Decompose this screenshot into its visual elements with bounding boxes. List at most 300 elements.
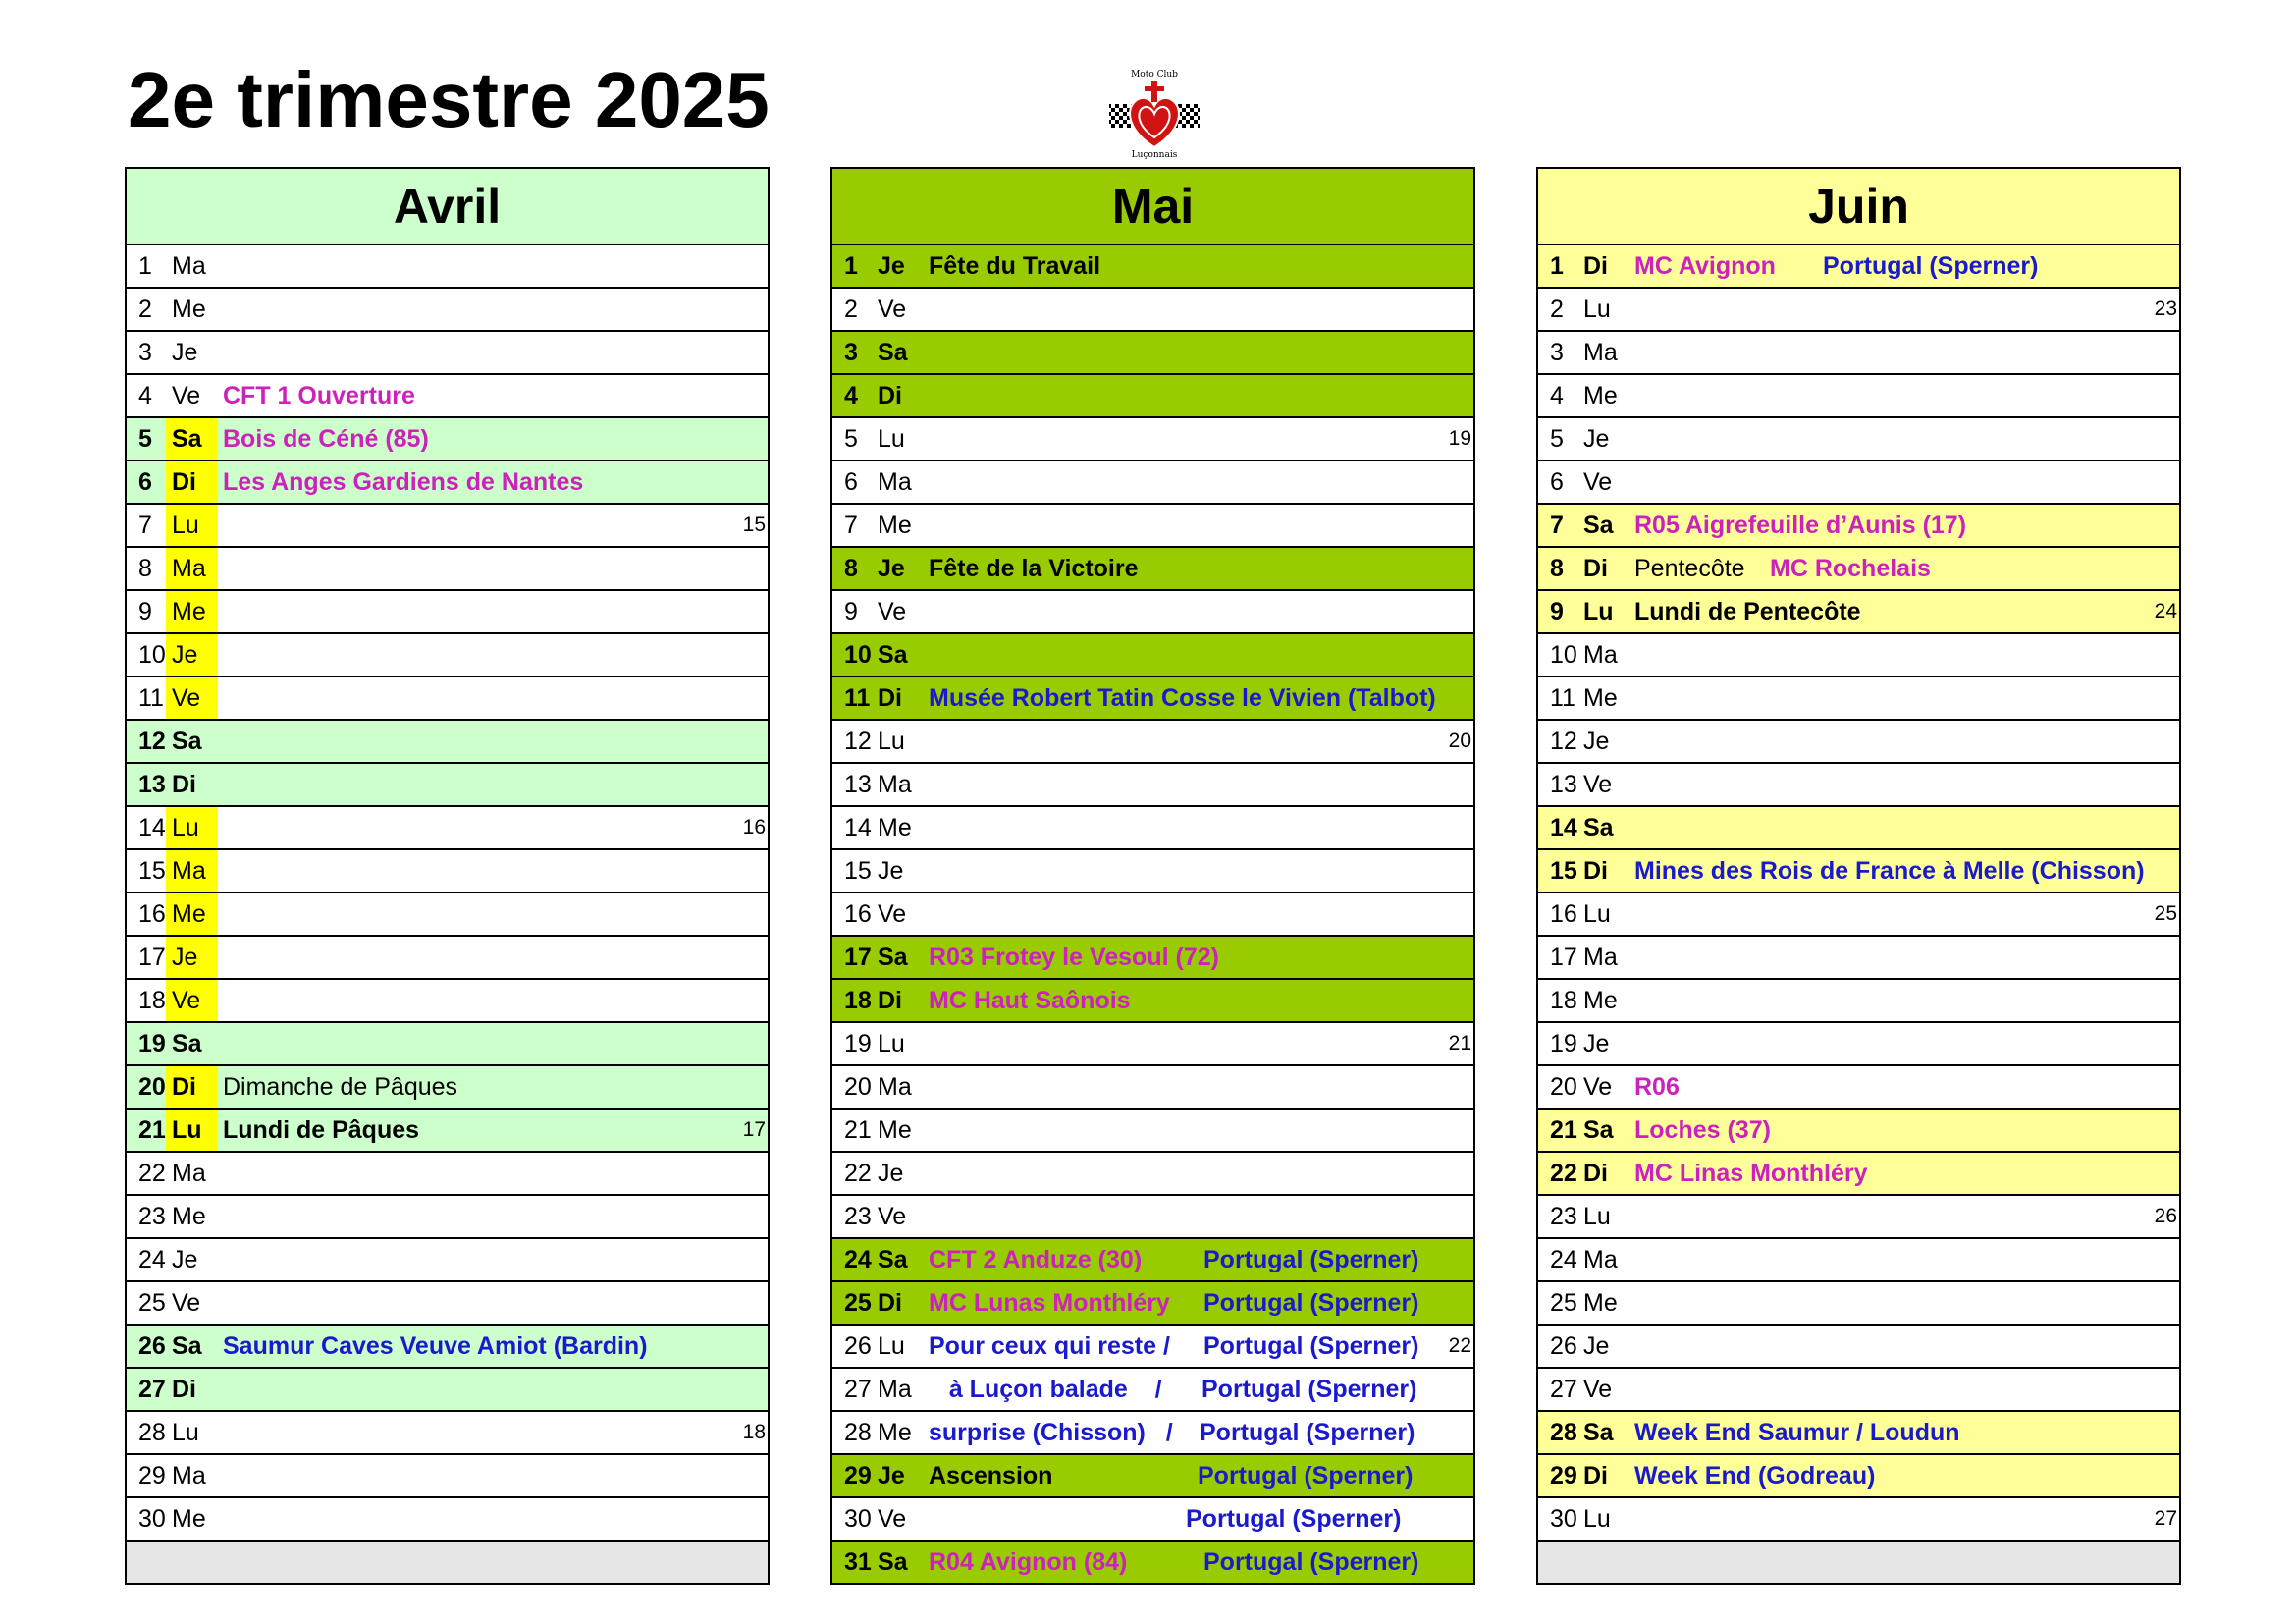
day-number: 26 <box>844 1332 872 1360</box>
day-number: 9 <box>138 598 152 625</box>
day-number: 11 <box>1550 684 1575 712</box>
day-row <box>832 721 1473 764</box>
day-of-week: Ma <box>166 548 218 589</box>
day-number: 14 <box>844 814 872 841</box>
week-number: 26 <box>2154 1205 2177 1227</box>
event-label: Pentecôte <box>1634 555 1745 582</box>
day-number: 14 <box>138 814 166 841</box>
day-number: 30 <box>138 1505 166 1533</box>
day-row <box>1538 677 2179 721</box>
day-of-week: Sa <box>878 944 908 971</box>
day-number: 17 <box>138 944 166 971</box>
day-row <box>1538 937 2179 980</box>
day-number: 16 <box>1550 900 1577 928</box>
day-row <box>127 1239 768 1282</box>
day-row <box>1538 893 2179 937</box>
day-number: 13 <box>138 771 166 798</box>
day-row <box>1538 1326 2179 1369</box>
day-row <box>832 1282 1473 1326</box>
day-row <box>1538 721 2179 764</box>
day-row <box>832 1412 1473 1455</box>
event-label: Fête de la Victoire <box>929 555 1139 582</box>
day-number: 12 <box>844 728 872 755</box>
day-row <box>1538 1455 2179 1498</box>
day-number: 23 <box>844 1203 872 1230</box>
day-of-week: Me <box>1583 987 1618 1014</box>
day-number: 10 <box>844 641 872 669</box>
day-number: 25 <box>1550 1289 1577 1317</box>
month-mai <box>830 167 1475 1585</box>
day-of-week: Me <box>878 1419 912 1446</box>
day-number: 9 <box>844 598 858 625</box>
day-row <box>127 634 768 677</box>
event-label: Week End (Godreau) <box>1634 1462 1876 1489</box>
month-juin <box>1536 167 2181 1585</box>
day-of-week: Me <box>172 1505 206 1533</box>
day-row <box>127 850 768 893</box>
day-number: 20 <box>138 1073 166 1101</box>
day-of-week: Ve <box>172 382 201 409</box>
day-row <box>127 289 768 332</box>
day-number: 8 <box>1550 555 1564 582</box>
day-number: 29 <box>1550 1462 1577 1489</box>
event-label: Lundi de Pâques <box>223 1116 420 1144</box>
day-of-week: Me <box>1583 382 1618 409</box>
day-of-week: Di <box>166 1066 218 1108</box>
day-of-week: Lu <box>166 505 218 546</box>
day-row <box>832 1110 1473 1153</box>
day-of-week: Ma <box>1583 641 1618 669</box>
day-of-week: Ma <box>878 468 912 496</box>
day-of-week: Me <box>1583 684 1618 712</box>
day-of-week: Je <box>166 634 218 676</box>
day-row <box>832 548 1473 591</box>
day-of-week: Je <box>172 339 198 366</box>
month-header-avril: Avril <box>127 169 768 245</box>
day-of-week: Sa <box>878 1548 908 1576</box>
day-of-week: Lu <box>1583 1505 1611 1533</box>
day-of-week: Ma <box>1583 944 1618 971</box>
event-label: Pour ceux qui reste / <box>929 1332 1170 1360</box>
day-of-week: Ma <box>1583 339 1618 366</box>
day-row <box>1538 764 2179 807</box>
event-label: CFT 1 Ouverture <box>223 382 415 409</box>
day-of-week: Ve <box>166 980 218 1021</box>
day-number: 4 <box>138 382 152 409</box>
day-number: 17 <box>1550 944 1577 971</box>
day-number: 25 <box>844 1289 872 1317</box>
week-number: 23 <box>2154 298 2177 320</box>
day-row <box>1538 1498 2179 1542</box>
day-number: 22 <box>844 1160 872 1187</box>
event-label: CFT 2 Anduze (30) <box>929 1246 1143 1273</box>
day-row <box>127 375 768 418</box>
day-number: 4 <box>844 382 858 409</box>
week-number: 27 <box>2154 1507 2177 1530</box>
day-row <box>832 850 1473 893</box>
day-number: 28 <box>1550 1419 1577 1446</box>
day-of-week: Lu <box>166 1110 218 1151</box>
day-row <box>832 375 1473 418</box>
day-row <box>127 764 768 807</box>
day-of-week: Sa <box>172 1332 202 1360</box>
day-of-week: Je <box>878 1160 904 1187</box>
day-row <box>1538 548 2179 591</box>
day-of-week: Lu <box>172 1419 199 1446</box>
month-avril <box>125 167 770 1585</box>
day-number: 20 <box>1550 1073 1577 1101</box>
day-row <box>1538 634 2179 677</box>
day-of-week: Je <box>878 252 905 280</box>
day-number: 18 <box>844 987 872 1014</box>
moto-club-logo <box>1107 65 1201 159</box>
day-number: 28 <box>844 1419 872 1446</box>
day-row <box>1538 807 2179 850</box>
day-row <box>127 1023 768 1066</box>
day-row <box>1538 980 2179 1023</box>
day-row <box>832 1455 1473 1498</box>
day-number: 24 <box>1550 1246 1577 1273</box>
event-label: MC Avignon <box>1634 252 1776 280</box>
day-row <box>1538 1239 2179 1282</box>
day-number: 7 <box>1550 512 1564 539</box>
week-number: 19 <box>1448 427 1471 450</box>
day-of-week: Di <box>1583 555 1608 582</box>
day-of-week: Sa <box>878 339 908 366</box>
day-row <box>832 1326 1473 1369</box>
day-number: 12 <box>138 728 166 755</box>
day-row <box>127 980 768 1023</box>
day-of-week: Ve <box>878 1203 907 1230</box>
day-row <box>832 1498 1473 1542</box>
day-of-week: Lu <box>1583 296 1611 323</box>
day-number: 21 <box>138 1116 166 1144</box>
day-number: 27 <box>138 1376 166 1403</box>
day-row <box>127 245 768 289</box>
day-row <box>127 332 768 375</box>
secondary-event-label: Portugal (Sperner) <box>1200 1419 1415 1446</box>
day-row <box>127 505 768 548</box>
day-number: 16 <box>138 900 166 928</box>
day-number: 20 <box>844 1073 872 1101</box>
event-label: Dimanche de Pâques <box>223 1073 458 1101</box>
day-of-week: Ma <box>878 1073 912 1101</box>
secondary-event-label: Portugal (Sperner) <box>1203 1332 1419 1360</box>
day-row <box>127 893 768 937</box>
day-number: 28 <box>138 1419 166 1446</box>
day-of-week: Lu <box>878 728 905 755</box>
day-of-week: Di <box>878 1289 902 1317</box>
day-row <box>127 937 768 980</box>
day-number: 26 <box>1550 1332 1577 1360</box>
day-number: 22 <box>1550 1160 1577 1187</box>
day-number: 30 <box>1550 1505 1577 1533</box>
day-number: 23 <box>1550 1203 1577 1230</box>
day-number: 1 <box>1550 252 1564 280</box>
day-row <box>127 1110 768 1153</box>
day-of-week: Ma <box>172 1462 206 1489</box>
day-number: 9 <box>1550 598 1564 625</box>
day-row <box>832 1153 1473 1196</box>
day-of-week: Je <box>878 1462 905 1489</box>
day-number: 15 <box>138 857 166 885</box>
event-label: R06 <box>1634 1073 1680 1101</box>
secondary-event-label: Portugal (Sperner) <box>1201 1376 1417 1403</box>
event-label: MC Linas Monthléry <box>1634 1160 1868 1187</box>
day-number: 15 <box>844 857 872 885</box>
day-of-week: Di <box>878 987 902 1014</box>
day-row <box>832 893 1473 937</box>
week-number: 25 <box>2154 902 2177 925</box>
event-label: surprise (Chisson) / <box>929 1419 1173 1446</box>
day-number: 14 <box>1550 814 1577 841</box>
day-of-week: Lu <box>166 807 218 848</box>
day-number: 10 <box>138 641 166 669</box>
day-row <box>1538 245 2179 289</box>
day-of-week: Di <box>1583 1462 1608 1489</box>
day-of-week: Ve <box>878 1505 907 1533</box>
event-label: MC Lunas Monthléry <box>929 1289 1170 1317</box>
day-row <box>127 1412 768 1455</box>
day-number: 24 <box>138 1246 166 1273</box>
event-label: R05 Aigrefeuille d’Aunis (17) <box>1634 512 1967 539</box>
day-number: 30 <box>844 1505 872 1533</box>
day-of-week: Sa <box>1583 1116 1614 1144</box>
day-number: 11 <box>844 684 871 712</box>
day-row <box>1538 418 2179 461</box>
day-row <box>832 764 1473 807</box>
day-number: 3 <box>138 339 152 366</box>
day-number: 21 <box>844 1116 872 1144</box>
day-row <box>1538 591 2179 634</box>
day-row <box>1538 1023 2179 1066</box>
day-of-week: Je <box>1583 1332 1610 1360</box>
event-label: Bois de Céné (85) <box>223 425 429 453</box>
day-number: 27 <box>1550 1376 1577 1403</box>
day-of-week: Me <box>166 893 218 935</box>
day-number: 6 <box>844 468 858 496</box>
day-of-week: Ma <box>878 1376 912 1403</box>
day-number: 15 <box>1550 857 1577 885</box>
day-row <box>127 1455 768 1498</box>
day-of-week: Me <box>172 296 206 323</box>
day-row <box>1538 375 2179 418</box>
day-row <box>832 807 1473 850</box>
filler-row <box>127 1542 768 1583</box>
day-row <box>127 1282 768 1326</box>
day-number: 2 <box>138 296 152 323</box>
day-row <box>127 461 768 505</box>
day-number: 16 <box>844 900 872 928</box>
day-number: 2 <box>844 296 858 323</box>
secondary-event-label: Portugal (Sperner) <box>1203 1289 1419 1317</box>
event-label: R03 Frotey le Vesoul (72) <box>929 944 1219 971</box>
day-row <box>127 548 768 591</box>
week-number: 15 <box>742 514 766 536</box>
day-of-week: Je <box>172 1246 198 1273</box>
day-row <box>1538 1282 2179 1326</box>
page-title: 2e trimestre 2025 <box>128 56 770 143</box>
day-of-week: Sa <box>1583 1419 1614 1446</box>
week-number: 24 <box>2154 600 2177 623</box>
day-of-week: Ma <box>166 850 218 892</box>
day-of-week: Lu <box>1583 598 1614 625</box>
day-number: 18 <box>1550 987 1577 1014</box>
day-number: 6 <box>1550 468 1564 496</box>
day-row <box>1538 289 2179 332</box>
day-of-week: Ma <box>1583 1246 1618 1273</box>
day-row <box>1538 461 2179 505</box>
day-row <box>832 634 1473 677</box>
day-of-week: Lu <box>878 1332 905 1360</box>
day-row <box>127 1326 768 1369</box>
day-of-week: Je <box>1583 1030 1610 1057</box>
day-row <box>832 505 1473 548</box>
secondary-event-label: Portugal (Sperner) <box>1198 1462 1414 1489</box>
day-number: 2 <box>1550 296 1564 323</box>
secondary-event-label: Portugal (Sperner) <box>1203 1548 1419 1576</box>
day-of-week: Ve <box>172 1289 201 1317</box>
day-of-week: Lu <box>1583 1203 1611 1230</box>
day-row <box>832 289 1473 332</box>
event-label: Loches (37) <box>1634 1116 1771 1144</box>
day-of-week: Di <box>1583 857 1608 885</box>
day-row <box>1538 1153 2179 1196</box>
day-number: 27 <box>844 1376 872 1403</box>
secondary-event-label: Portugal (Sperner) <box>1823 252 2039 280</box>
day-of-week: Ve <box>878 598 907 625</box>
secondary-event-label: MC Rochelais <box>1770 555 1931 582</box>
day-number: 31 <box>844 1548 872 1576</box>
event-label: R04 Avignon (84) <box>929 1548 1128 1576</box>
day-of-week: Ve <box>1583 468 1613 496</box>
day-of-week: Lu <box>878 1030 905 1057</box>
day-number: 5 <box>844 425 858 453</box>
day-row <box>832 332 1473 375</box>
day-number: 29 <box>138 1462 166 1489</box>
day-of-week: Je <box>1583 728 1610 755</box>
day-row <box>127 1369 768 1412</box>
day-row <box>832 1023 1473 1066</box>
week-number: 22 <box>1448 1334 1471 1357</box>
day-row <box>832 1196 1473 1239</box>
day-number: 6 <box>138 468 152 496</box>
day-row <box>1538 1412 2179 1455</box>
day-of-week: Ve <box>878 900 907 928</box>
day-of-week: Ve <box>878 296 907 323</box>
day-number: 5 <box>1550 425 1564 453</box>
day-of-week: Je <box>878 555 905 582</box>
day-row <box>832 461 1473 505</box>
day-number: 10 <box>1550 641 1577 669</box>
day-of-week: Sa <box>1583 512 1614 539</box>
day-number: 25 <box>138 1289 166 1317</box>
week-number: 16 <box>742 816 766 839</box>
day-number: 7 <box>844 512 858 539</box>
day-row <box>832 591 1473 634</box>
day-of-week: Me <box>1583 1289 1618 1317</box>
day-number: 22 <box>138 1160 166 1187</box>
day-row <box>832 677 1473 721</box>
filler-row <box>1538 1542 2179 1583</box>
day-of-week: Me <box>878 512 912 539</box>
day-number: 29 <box>844 1462 872 1489</box>
day-row <box>127 1498 768 1542</box>
day-row <box>1538 505 2179 548</box>
day-of-week: Me <box>878 814 912 841</box>
day-row <box>127 677 768 721</box>
day-row <box>127 721 768 764</box>
day-row <box>127 591 768 634</box>
day-number: 11 <box>138 684 164 712</box>
day-row <box>127 1196 768 1239</box>
day-number: 24 <box>844 1246 872 1273</box>
day-of-week: Je <box>878 857 904 885</box>
day-number: 3 <box>1550 339 1564 366</box>
day-of-week: Di <box>172 771 196 798</box>
day-number: 26 <box>138 1332 166 1360</box>
day-number: 21 <box>1550 1116 1577 1144</box>
day-row <box>832 1066 1473 1110</box>
day-number: 8 <box>138 555 152 582</box>
svg-text:Luçonnais: Luçonnais <box>1131 150 1178 159</box>
day-of-week: Me <box>166 591 218 632</box>
event-label: Musée Robert Tatin Cosse le Vivien (Talbot) <box>929 684 1436 712</box>
secondary-event-label: Portugal (Sperner) <box>1186 1505 1402 1533</box>
day-of-week: Me <box>172 1203 206 1230</box>
day-of-week: Je <box>1583 425 1610 453</box>
day-of-week: Lu <box>1583 900 1611 928</box>
day-of-week: Di <box>172 1376 196 1403</box>
day-row <box>127 1153 768 1196</box>
day-of-week: Ve <box>1583 1073 1613 1101</box>
event-label: Mines des Rois de France à Melle (Chisson) <box>1634 857 2145 885</box>
day-of-week: Di <box>1583 1160 1608 1187</box>
secondary-event-label: Portugal (Sperner) <box>1203 1246 1419 1273</box>
day-number: 13 <box>844 771 872 798</box>
day-number: 19 <box>844 1030 872 1057</box>
month-header-mai: Mai <box>832 169 1473 245</box>
day-number: 4 <box>1550 382 1564 409</box>
event-label: Lundi de Pentecôte <box>1634 598 1861 625</box>
day-number: 12 <box>1550 728 1577 755</box>
day-of-week: Sa <box>166 418 218 460</box>
day-of-week: Ma <box>172 1160 206 1187</box>
event-label: Saumur Caves Veuve Amiot (Bardin) <box>223 1332 648 1360</box>
day-of-week: Ve <box>1583 1376 1613 1403</box>
day-row <box>1538 332 2179 375</box>
week-number: 18 <box>742 1421 766 1443</box>
day-row <box>127 418 768 461</box>
day-row <box>1538 1369 2179 1412</box>
day-number: 18 <box>138 987 166 1014</box>
day-of-week: Sa <box>878 1246 908 1273</box>
day-of-week: Sa <box>878 641 908 669</box>
week-number: 20 <box>1448 730 1471 752</box>
day-number: 5 <box>138 425 152 453</box>
day-number: 3 <box>844 339 858 366</box>
day-number: 13 <box>1550 771 1577 798</box>
day-row <box>832 1239 1473 1282</box>
day-row <box>832 1369 1473 1412</box>
day-number: 1 <box>844 252 858 280</box>
day-of-week: Di <box>166 461 218 503</box>
day-number: 19 <box>1550 1030 1577 1057</box>
day-of-week: Me <box>878 1116 912 1144</box>
day-row <box>1538 850 2179 893</box>
event-label: Week End Saumur / Loudun <box>1634 1419 1960 1446</box>
day-of-week: Je <box>166 937 218 978</box>
